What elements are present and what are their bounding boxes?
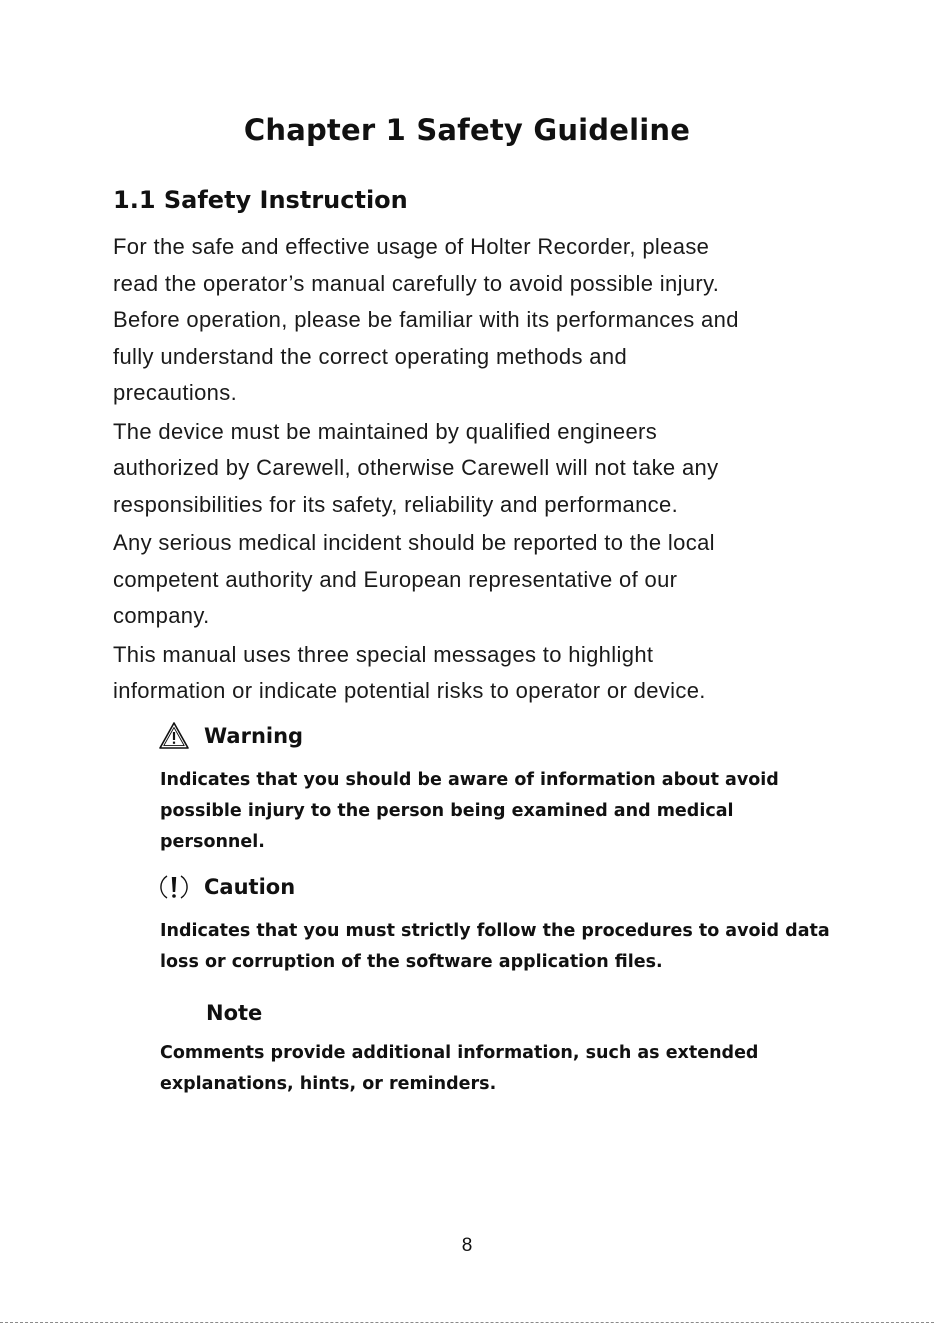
text-line: precautions. bbox=[113, 380, 238, 405]
text-line: explanations, hints, or reminders. bbox=[160, 1074, 497, 1094]
paragraph-safe-usage bbox=[113, 229, 833, 412]
text-line: possible injury to the person being examined and medical bbox=[160, 801, 734, 821]
text-line: authorized by Carewell, otherwise Carewell will not take any bbox=[113, 455, 719, 480]
text-line: company. bbox=[113, 603, 210, 628]
caution-title: Caution bbox=[204, 875, 296, 899]
text-line: responsibilities for its safety, reliability and performance. bbox=[113, 491, 679, 517]
paragraph-maintenance bbox=[113, 414, 833, 524]
note-text bbox=[160, 1038, 840, 1100]
note-title: Note bbox=[206, 1001, 263, 1025]
text-line: information or indicate potential risks to operator or device. bbox=[113, 678, 706, 703]
warning-heading bbox=[158, 720, 303, 752]
text-line: Indicates that you should be aware of information about avoid bbox=[160, 770, 779, 790]
text-line: For the safe and effective usage of Holter Recorder, please bbox=[113, 234, 710, 259]
chapter-title: Chapter 1 Safety Guideline bbox=[243, 113, 691, 147]
paragraph-special-messages bbox=[113, 637, 833, 710]
text-line: Indicates that you must strictly follow the procedures to avoid data bbox=[160, 921, 830, 941]
page-bottom-divider bbox=[0, 1322, 934, 1323]
warning-triangle-icon bbox=[158, 720, 190, 752]
paragraph-incident-reporting bbox=[113, 525, 833, 635]
caution-heading bbox=[158, 871, 295, 903]
note-heading bbox=[206, 1001, 262, 1025]
text-line: fully understand the correct operating methods and bbox=[113, 343, 628, 369]
text-line: personnel. bbox=[160, 832, 265, 852]
text-line: The device must be maintained by qualified engineers bbox=[113, 418, 658, 444]
warning-text bbox=[160, 765, 840, 858]
text-line: competent authority and European representative of our bbox=[113, 566, 678, 592]
text-line: This manual uses three special messages to highlight bbox=[113, 641, 654, 667]
text-line: Comments provide additional information, such as extended bbox=[160, 1043, 759, 1063]
warning-title: Warning bbox=[204, 724, 304, 748]
text-line: Any serious medical incident should be reported to the local bbox=[113, 530, 715, 555]
section-title: 1.1 Safety Instruction bbox=[113, 186, 408, 214]
body-text bbox=[113, 229, 833, 712]
caution-exclamation-icon bbox=[158, 871, 190, 903]
page-number: 8 bbox=[461, 1235, 473, 1256]
text-line: read the operator’s manual carefully to avoid possible injury. bbox=[113, 270, 720, 296]
text-line: loss or corruption of the software application files. bbox=[160, 952, 663, 972]
text-line: Before operation, please be familiar with its performances and bbox=[113, 307, 739, 332]
caution-text bbox=[160, 916, 840, 978]
